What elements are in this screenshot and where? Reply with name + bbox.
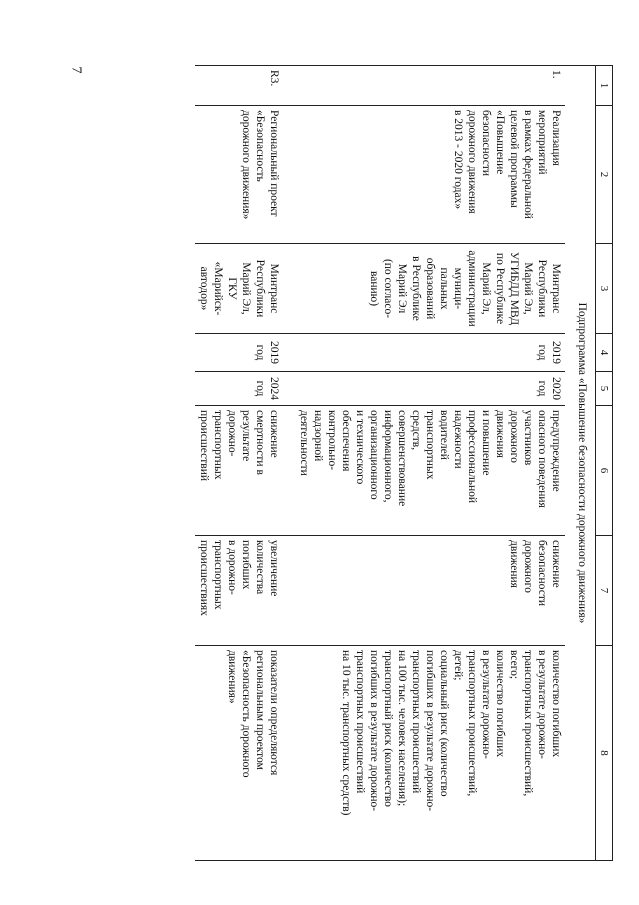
measure-name xyxy=(295,106,565,244)
cell-line: Минтранс xyxy=(550,263,562,314)
cell-line: профессиональной xyxy=(466,410,478,504)
cell-line: транспортных происшествий xyxy=(410,650,422,794)
cell-line: муници- xyxy=(452,267,464,310)
cell-line: Республики xyxy=(536,259,548,318)
cell-line: количество погибших xyxy=(550,650,562,758)
cell-line: надзорной xyxy=(312,410,324,462)
indicators xyxy=(295,646,565,861)
cell-line: в рамках федеральной xyxy=(522,110,534,219)
column-number-row xyxy=(596,66,613,861)
cell-line: транспортных xyxy=(424,410,436,480)
cell-line: 2019 xyxy=(550,341,562,364)
cell-line: опасного поведения xyxy=(536,410,548,508)
cell-line: контрольно- xyxy=(326,410,338,471)
end-year xyxy=(295,372,565,406)
cell-line: в результате дорожно- xyxy=(480,650,492,759)
cell-line: детей; xyxy=(452,650,464,681)
cell-line: региональным проектом xyxy=(254,650,266,770)
cell-line: происшествий xyxy=(198,410,210,482)
cell-line: смертности в xyxy=(254,410,266,475)
cell-line: информационного, xyxy=(382,410,394,503)
cell-line: в дорожно- xyxy=(226,540,238,595)
cell-line: в Республике xyxy=(410,256,422,321)
subprogram-row xyxy=(565,66,596,861)
cell-line: количество погибших xyxy=(494,650,506,758)
cell-line: транспортных происшествий, xyxy=(522,650,534,797)
cell-line: «Безопасность дорожного xyxy=(240,650,252,778)
cell-line: безопасности xyxy=(480,110,492,177)
cell-line: Республики xyxy=(254,259,266,318)
cell-line: и технического xyxy=(354,410,366,485)
cell-line: количества xyxy=(254,540,266,595)
cell-line: совершенствование xyxy=(396,410,408,507)
cell-line: «Марийск- xyxy=(212,261,224,316)
cell-line: предупреждение xyxy=(550,410,562,492)
cell-line: 2024 xyxy=(268,377,280,400)
cell-line: 2020 xyxy=(550,377,562,400)
cell-line: погибших в результате дорожно- xyxy=(368,650,380,812)
consequence xyxy=(195,536,295,646)
cell-line: всего; xyxy=(508,650,520,680)
cell-line: участников xyxy=(522,410,534,466)
cell-line: (по согласо- xyxy=(382,258,394,319)
cell-line: безопасности xyxy=(536,540,548,607)
cell-line: и повышение xyxy=(480,410,492,476)
cell-line: обеспечения xyxy=(340,410,352,472)
cell-line: транспортный риск (количество xyxy=(382,650,394,807)
cell-line: ГКУ xyxy=(226,277,238,300)
cell-line: водителей xyxy=(438,410,450,460)
cell-line: на 100 тыс. человек населения); xyxy=(396,650,408,807)
cell-line: транспортных происшествий xyxy=(354,650,366,794)
cell-line: «Безопасность xyxy=(254,110,266,182)
subprogram-title: Подпрограмма «Повышение безопасности дорожного движения» xyxy=(565,66,596,861)
cell-line: движения xyxy=(508,540,520,588)
cell-line: в результате дорожно- xyxy=(536,650,548,759)
cell-line: Марий Эл, xyxy=(240,262,252,315)
cell-line: погибших xyxy=(240,540,252,590)
cell-line: деятельности xyxy=(298,410,310,476)
col-num-7: 7 xyxy=(596,536,613,646)
cell-line: дорожного xyxy=(522,540,534,593)
cell-line: социальный риск (количество xyxy=(438,650,450,797)
cell-line: Реализация xyxy=(550,110,562,166)
cell-line: дорожного движения» xyxy=(240,110,252,220)
expected-result xyxy=(195,406,295,536)
col-num-8: 8 xyxy=(596,646,613,861)
cell-line: снижение xyxy=(268,410,280,458)
col-num-6: 6 xyxy=(596,406,613,536)
cell-line: дорожного xyxy=(508,410,520,463)
cell-line: показатели определяются xyxy=(268,650,280,776)
cell-line: увеличение xyxy=(268,540,280,597)
cell-line: ванию) xyxy=(368,270,380,307)
end-year xyxy=(195,372,295,406)
executor xyxy=(195,244,295,334)
page-number: 7 xyxy=(68,66,84,74)
cell-line: в 2013 - 2020 годах» xyxy=(452,110,464,210)
cell-line: образований xyxy=(424,257,436,320)
cell-line: год xyxy=(254,380,266,397)
cell-line: надежности xyxy=(452,410,464,469)
cell-line: Марий Эл xyxy=(396,263,408,314)
cell-line: Региональный проект xyxy=(268,110,280,217)
cell-line: администрации xyxy=(466,250,478,327)
cell-line: «Повышение xyxy=(494,110,506,175)
start-year xyxy=(195,334,295,372)
cell-line: год xyxy=(254,344,266,361)
cell-line: по Республике xyxy=(494,252,506,325)
cell-line: транспортных происшествий, xyxy=(466,650,478,797)
cell-line: пальных xyxy=(438,267,450,310)
cell-line: результате xyxy=(240,410,252,462)
col-num-2: 2 xyxy=(596,106,613,244)
cell-line: погибших в результате дорожно- xyxy=(424,650,436,812)
consequence xyxy=(295,536,565,646)
cell-line: Марий Эл, xyxy=(522,262,534,315)
cell-line: организационного xyxy=(368,410,380,500)
cell-line: средств, xyxy=(410,410,422,451)
cell-line: дорожно- xyxy=(226,410,238,457)
cell-line: мероприятий xyxy=(536,110,548,175)
col-num-1: 1 xyxy=(596,66,613,106)
expected-result xyxy=(295,406,565,536)
table-row xyxy=(195,66,295,861)
cell-line: 2019 xyxy=(268,341,280,364)
program-table xyxy=(195,65,613,861)
cell-line: транспортных xyxy=(212,540,224,610)
cell-line: движения» xyxy=(226,650,238,704)
measure-name xyxy=(195,106,295,244)
cell-line: на 10 тыс. транспортных средств) xyxy=(340,650,352,816)
row-number: R3. xyxy=(195,66,295,106)
col-num-4: 4 xyxy=(596,334,613,372)
cell-line: год xyxy=(536,344,548,361)
cell-line: целевой программы xyxy=(508,110,520,208)
cell-line: снижение xyxy=(550,540,562,588)
cell-line: автодор» xyxy=(198,266,210,311)
executor xyxy=(295,244,565,334)
cell-line: происшествиях xyxy=(198,540,210,616)
cell-line: дорожного движения xyxy=(466,110,478,214)
indicators xyxy=(195,646,295,861)
cell-line: Минтранс xyxy=(268,263,280,314)
cell-line: транспортных xyxy=(212,410,224,480)
cell-line: Марий Эл, xyxy=(480,262,492,315)
cell-line: год xyxy=(536,380,548,397)
start-year xyxy=(295,334,565,372)
table-row xyxy=(295,66,565,861)
col-num-3: 3 xyxy=(596,244,613,334)
row-number: 1. xyxy=(295,66,565,106)
cell-line: УГИБДД МВД xyxy=(508,251,520,326)
col-num-5: 5 xyxy=(596,372,613,406)
cell-line: движения xyxy=(494,410,506,458)
